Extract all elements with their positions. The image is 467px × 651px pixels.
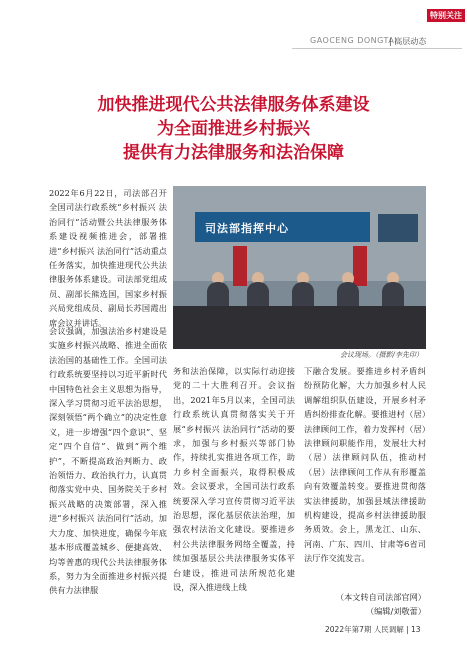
section-name-en: GAOCENG DONGTAI — [310, 36, 398, 45]
photo-caption: 会议现场。（摄影/李先印） — [340, 351, 423, 359]
editor-note: （编辑/刘敬蕾） — [365, 606, 426, 616]
title-line-3: 提供有力法律服务和法治保障 — [123, 143, 344, 163]
column-3-text: 下融合发展。要推进乡村矛盾纠纷预防化解，大力加强乡村人民调解组织队伍建设，开展乡村矛盾纠纷排查化解。要推进村（居）法律顾问工作，着力发挥村（居）法律顾问职能作用，发展壮大村（居）法律顾问队伍，推动村（居）法律顾问工作从有形覆盖向有效覆盖转变。要推进贯彻落实法律援助，加强县域法律援助机构建设，提高乡村法律援助服务质效。会上，黑龙江、山东、河南、广东、四川、甘肃等6省司法厅作交流发言。 — [304, 366, 426, 564]
column-1-bottom-text: 会议强调，加强法治乡村建设是实施乡村振兴战略、推进全面依法治国的基础性工作。全国司法行政系统要坚持以习近平新时代中国特色社会主义思想为指导，深入学习贯彻习近平法治思想，深刻领悟“两个确立”的决定性意义，进一步增强“四个意识”、坚定“四个自信”、做到“两个维护”，不断提高政治判断力、政治领悟力、政治执行力，认真贯彻落实党中央、国务院关于乡村振兴战略的决策部署，深入推进“乡村振兴 法治同行”活动，加大力度、加快进度，确保今年底基本形成覆盖城乡、便捷高效、均等普惠的现代公共法律服务体系，努力为全面推进乡村振兴提供有力法律服 — [49, 326, 167, 596]
title-line-2: 为全面推进乡村振兴 — [157, 119, 310, 139]
column-2-text: 务和法治保障，以实际行动迎接党的二十大胜利召开。会议指出，2021年5月以来，全国司法行政系统认真贯彻落实关于开展“乡村振兴 法治同行”活动的要求，加强与乡村振兴等部门协作，持续扎实推进各项工作，助力乡村全面振兴，取得积极成效。会议要求，全国司法行政系统要深入学习宣传贯彻习近平法治思想，深化基层依法治理，加强农村法治文化建设。要推进乡村公共法律服务网络全覆盖，持续加强基层公共法律服务实体平台建设，推进司法所规范化建设，深入推进线上线 — [173, 366, 295, 593]
meeting-photo — [173, 186, 426, 349]
page-footer: 2022年第7期 人民调解 | 13 — [325, 625, 421, 634]
source-note: （本文转自司法部官网） — [335, 592, 426, 602]
section-name-cn: | 高层动态 — [389, 37, 427, 46]
header-divider — [292, 48, 462, 49]
column-1-top-text: 2022年6月22日，司法部召开全国司法行政系统“乡村振兴 法治同行”活动暨公共法律服务体系建设视频推进会，部署推进“乡村振兴 法治同行”活动重点任务落实，加快推进现代公共法律服务体系建设。司法部党组成员、副部长熊选国，国家乡村振兴局党组成员、副局长苏国霞出席会议并讲话。 — [49, 188, 167, 328]
section-tag: 特别关注 — [427, 9, 465, 22]
title-line-1: 加快推进现代公共法律服务体系建设 — [97, 95, 370, 115]
photo-banner: 司法部指挥中心 — [195, 212, 370, 242]
